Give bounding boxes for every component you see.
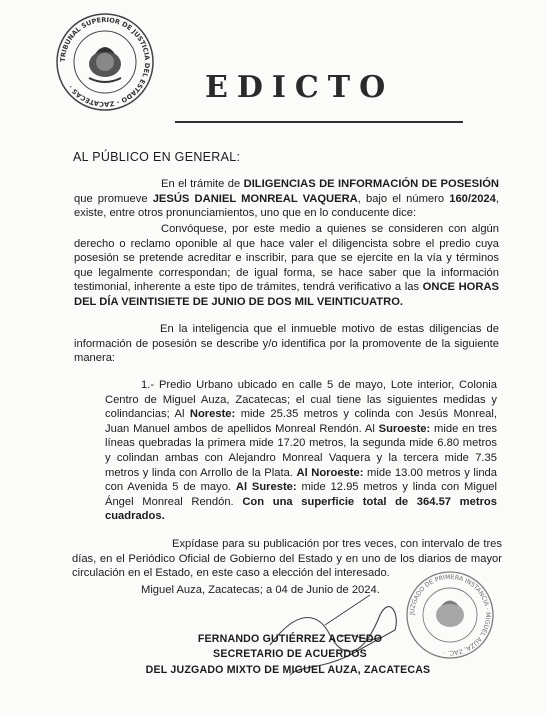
paragraph-property-description: 1.- Predio Urbano ubicado en calle 5 de mayo, Lote interior, Colonia Centro de Miguel Auza, Zacatecas; el cual tiene las siguientes medidas y colindancias; Al Noreste: mide 25.35 metros y colinda con Jesús Monreal, Juan Manuel ambos de apellidos Monreal Rendón. Al Suroeste: mide en tres líneas quebradas la primera mide 17.20 metros, la segunda mide 6.80 metros y colindan ambas con Alejandro Monreal Vaquera y la tercera mide 7.35 metros y linda con Arrollo de la Plata. Al Noroeste: mide 13.00 metros y linda con Avenida 5 de mayo. Al Sureste: mide 12.95 metros y linda con Miguel Ángel Monreal Rendón. Con una superficie total de 364.57 metros cuadrados. — [105, 379, 498, 523]
court-seal-logo — [55, 12, 155, 112]
document-title: EDICTO — [205, 70, 395, 105]
svg-text:JUZGADO DE PRIMERA INSTANCIA ·: JUZGADO DE PRIMERA INSTANCIA · MIGUEL AUZA, ZAC. · — [408, 573, 492, 657]
paragraph-procedure: En el trámite de DILIGENCIAS DE INFORMACIÓN DE POSESIÓN que promueve JESÚS DANIEL MONREAL VAQUERA, bajo el número 160/2024, existe, entre otros pronunciamientos, uno que en lo conducente dice: — [74, 178, 499, 220]
date-line: Miguel Auza, Zacatecas; a 04 de Junio de 2024. — [141, 584, 380, 596]
paragraph-publication: Expídase para su publicación por tres veces, con intervalo de tres días, en el Periódico Oficial de Gobierno del Estado y en uno de los diarios de mayor circulación en el Estado, en este caso a elección del interesado. — [72, 538, 502, 580]
signer-role: SECRETARIO DE ACUERDOS — [213, 648, 367, 660]
paragraph-summons: Convóquese, por este medio a quienes se consideren con algún derecho o reclamo oponible al que hace valer el diligencista sobre el predio cuya posesión se pretende acreditar e inscribir, para que se ejercite en la vía y términos que legalmente correspondan; de igual forma, se hace saber que la información testimonial, inherente a este tipo de trámites, tendrá verificativo a las ONCE HORAS DEL DÍA VEINTISIETE DE JUNIO DE DOS MIL VEINTICUATRO. — [74, 223, 499, 308]
paragraph-property-intro: En la inteligencia que el inmueble motivo de estas diligencias de información de posesión se describe y/o identifica por la promovente de la siguiente manera: — [74, 323, 499, 365]
addressee-heading: AL PÚBLICO EN GENERAL: — [73, 150, 241, 164]
signer-court: DEL JUZGADO MIXTO DE MIGUEL AUZA, ZACATECAS — [145, 664, 431, 676]
signer-name: FERNANDO GUTIÉRREZ ACEVEDO — [197, 633, 383, 645]
title-rule — [175, 121, 463, 123]
svg-text:TRIBUNAL SUPERIOR DE JUSTICIA: TRIBUNAL SUPERIOR DE JUSTICIA DEL ESTADO · ZACATECAS · — [58, 15, 152, 109]
